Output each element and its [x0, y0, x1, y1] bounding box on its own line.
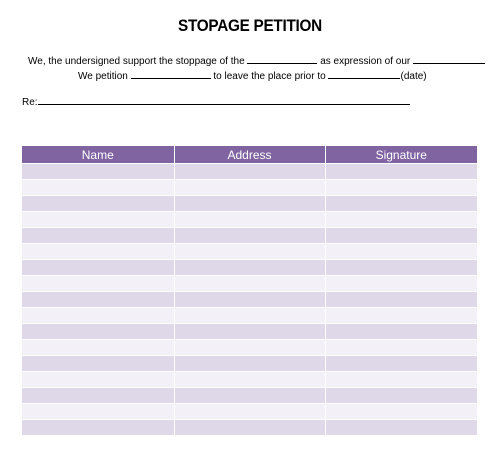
table-body	[22, 164, 478, 436]
name-cell[interactable]	[22, 372, 175, 388]
table-row	[22, 356, 478, 372]
name-cell[interactable]	[22, 324, 175, 340]
intro-text-2a: We petition	[78, 71, 128, 82]
signature-cell[interactable]	[325, 292, 478, 308]
table-row	[22, 212, 478, 228]
address-cell[interactable]	[174, 372, 325, 388]
name-cell[interactable]	[22, 228, 175, 244]
intro-line-1	[28, 54, 485, 68]
table-row	[22, 324, 478, 340]
signature-cell[interactable]	[325, 388, 478, 404]
table-row	[22, 260, 478, 276]
name-cell[interactable]	[22, 260, 175, 276]
address-cell[interactable]	[174, 356, 325, 372]
signature-cell[interactable]	[325, 196, 478, 212]
address-cell[interactable]	[174, 180, 325, 196]
name-cell[interactable]	[22, 244, 175, 260]
address-cell[interactable]	[174, 324, 325, 340]
intro-line-2	[78, 69, 427, 83]
address-cell[interactable]	[174, 292, 325, 308]
name-cell[interactable]	[22, 276, 175, 292]
column-header-address: Address	[174, 146, 325, 164]
table-row	[22, 404, 478, 420]
name-cell[interactable]	[22, 164, 175, 180]
address-cell[interactable]	[174, 404, 325, 420]
address-cell[interactable]	[174, 196, 325, 212]
table-row	[22, 276, 478, 292]
signature-cell[interactable]	[325, 356, 478, 372]
name-cell[interactable]	[22, 180, 175, 196]
name-cell[interactable]	[22, 356, 175, 372]
address-cell[interactable]	[174, 260, 325, 276]
name-cell[interactable]	[22, 196, 175, 212]
blank-re-field[interactable]	[38, 95, 410, 105]
signature-cell[interactable]	[325, 228, 478, 244]
address-cell[interactable]	[174, 276, 325, 292]
address-cell[interactable]	[174, 244, 325, 260]
table-row	[22, 388, 478, 404]
address-cell[interactable]	[174, 420, 325, 436]
document-title: STOPAGE PETITION	[178, 16, 322, 35]
table-header-row	[22, 146, 478, 164]
re-label: Re:	[22, 97, 38, 108]
signature-cell[interactable]	[325, 404, 478, 420]
signature-cell[interactable]	[325, 324, 478, 340]
signature-table	[21, 146, 478, 436]
address-cell[interactable]	[174, 164, 325, 180]
table-row	[22, 420, 478, 436]
address-cell[interactable]	[174, 212, 325, 228]
signature-cell[interactable]	[325, 276, 478, 292]
intro-text-2c: (date)	[400, 71, 427, 82]
table-row	[22, 340, 478, 356]
name-cell[interactable]	[22, 292, 175, 308]
table-row	[22, 196, 478, 212]
column-header-name: Name	[22, 146, 175, 164]
column-header-signature: Signature	[325, 146, 478, 164]
signature-cell[interactable]	[325, 180, 478, 196]
name-cell[interactable]	[22, 388, 175, 404]
name-cell[interactable]	[22, 212, 175, 228]
table-row	[22, 292, 478, 308]
signature-cell[interactable]	[325, 244, 478, 260]
table-row	[22, 180, 478, 196]
signature-cell[interactable]	[325, 340, 478, 356]
name-cell[interactable]	[22, 420, 175, 436]
table-row	[22, 308, 478, 324]
signature-cell[interactable]	[325, 308, 478, 324]
address-cell[interactable]	[174, 228, 325, 244]
blank-expression-field[interactable]	[413, 54, 485, 64]
table-row	[22, 164, 478, 180]
blank-petition-field[interactable]	[131, 69, 211, 79]
intro-text-2b: to leave the place prior to	[213, 71, 326, 82]
signature-cell[interactable]	[325, 212, 478, 228]
signature-cell[interactable]	[325, 420, 478, 436]
table-row	[22, 228, 478, 244]
address-cell[interactable]	[174, 340, 325, 356]
re-line	[22, 95, 410, 109]
intro-text-1a: We, the undersigned support the stoppage of the	[28, 56, 245, 67]
blank-stoppage-field[interactable]	[247, 54, 317, 64]
blank-date-field[interactable]	[328, 69, 400, 79]
table-row	[22, 244, 478, 260]
signature-cell[interactable]	[325, 260, 478, 276]
name-cell[interactable]	[22, 340, 175, 356]
table-row	[22, 372, 478, 388]
address-cell[interactable]	[174, 308, 325, 324]
signature-cell[interactable]	[325, 164, 478, 180]
address-cell[interactable]	[174, 388, 325, 404]
signature-cell[interactable]	[325, 372, 478, 388]
name-cell[interactable]	[22, 404, 175, 420]
name-cell[interactable]	[22, 308, 175, 324]
intro-text-1b: as expression of our	[320, 56, 411, 67]
